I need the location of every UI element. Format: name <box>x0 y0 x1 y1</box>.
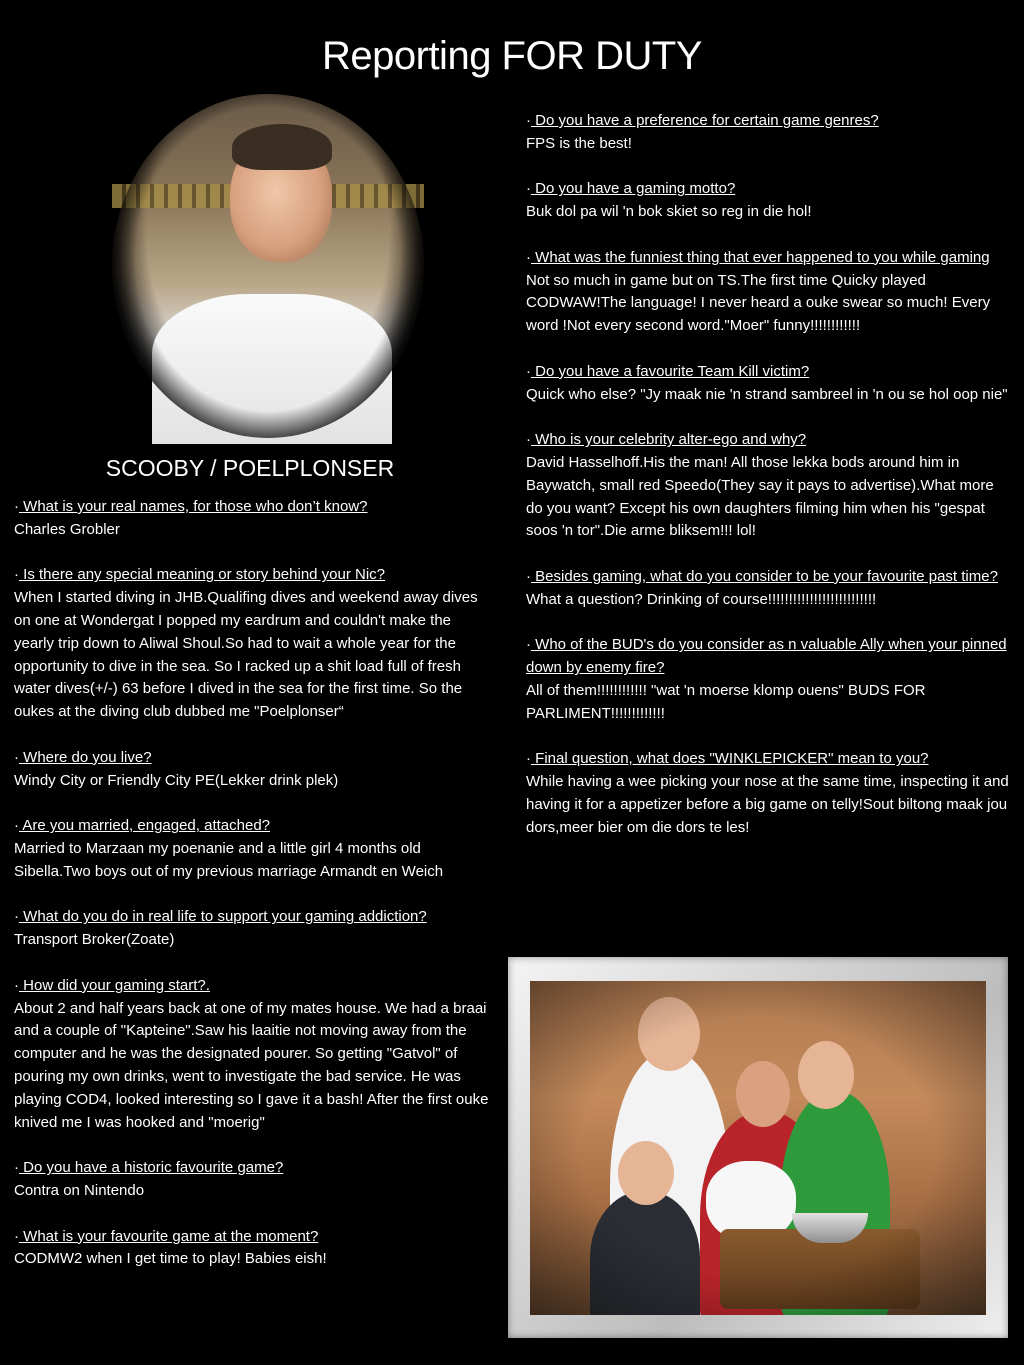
bullet: · <box>526 180 531 198</box>
bullet: · <box>14 566 19 584</box>
bullet: · <box>526 431 531 449</box>
photo-vignette <box>530 981 986 1315</box>
question: Are you married, engaged, attached? <box>19 817 271 835</box>
answer: Contra on Nintendo <box>14 1181 145 1199</box>
question: What do you do in real life to support your gaming addiction? <box>19 908 427 926</box>
bullet: · <box>526 636 531 654</box>
bullet: · <box>14 1227 19 1245</box>
bullet: · <box>526 750 531 768</box>
qa-item <box>14 1226 492 1272</box>
member-name: SCOOBY / POELPLONSER <box>105 455 395 481</box>
qa-item <box>526 748 1012 839</box>
question: Who is your celebrity alter-ego and why? <box>531 431 807 449</box>
qa-item <box>526 361 1012 407</box>
qa-item <box>14 747 492 793</box>
bullet: · <box>526 112 531 129</box>
bullet: · <box>14 976 19 994</box>
answer: Charles Grobler <box>14 520 120 538</box>
answer: What a question? Drinking of course!!!!!!!!!!!!!!!!!!!!!!!!!! <box>526 590 877 608</box>
answer: Windy City or Friendly City PE(Lekker drink plek) <box>14 771 339 789</box>
question: Where do you live? <box>19 748 152 766</box>
qa-item <box>14 1157 492 1203</box>
bullet: · <box>14 1159 19 1177</box>
bullet: · <box>14 748 19 766</box>
answer: About 2 and half years back at one of my mates house. We had a braai and a couple of "Kapteine".Saw his laaitie not moving away from the computer and he was the designated pourer. So getting "Gatvol" of pouring my own drinks, went to investigate the bad service. He was playing COD4, looked interesting so I gave it a bash! After the first ouke knived me I was hooked and "moerig" <box>14 999 489 1131</box>
answer: CODMW2 when I get time to play! Babies eish! <box>14 1250 327 1268</box>
question: Do you have a favourite Team Kill victim? <box>531 362 810 380</box>
answer: While having a wee picking your nose at the same time, inspecting it and having it for a appetizer before a big game on telly!Sout biltong maak jou dors,meer bier om die dors te les! <box>526 773 1009 836</box>
qa-item <box>526 634 1012 725</box>
qa-item <box>526 247 1012 338</box>
answer: When I started diving in JHB.Qualifing dives and weekend away dives on one at Wondergat I popped my eardrum and couldn't make the yearly trip down to Aliwal Shoul.So had to wait a whole year for the opportunity to dive in the sea. So I racked up a shit load full of fresh water dives(+/-) 63 before I dived in the sea for the first time. So the oukes at the diving club dubbed me "Poelplonser“ <box>14 589 478 721</box>
qa-item <box>526 110 1012 156</box>
qa-item <box>526 566 1012 612</box>
question: What was the funniest thing that ever happened to you while gaming <box>531 248 990 266</box>
answer: Married to Marzaan my poenanie and a little girl 4 months old Sibella.Two boys out of my previous marriage Armandt en Weich <box>14 839 444 880</box>
answer: FPS is the best! <box>526 134 632 152</box>
question: Final question, what does "WINKLEPICKER" mean to you? <box>531 750 929 768</box>
bullet: · <box>526 248 531 266</box>
right-qa-column <box>526 110 1012 862</box>
left-qa-column <box>14 496 492 1294</box>
family-photo <box>530 981 986 1315</box>
bullet: · <box>526 567 531 585</box>
portrait-vignette <box>112 94 424 438</box>
answer: David Hasselhoff.His the man! All those lekka bods around him in Baywatch, small red Speedo(They say it pays to advertise).What more do you want? Except his own daughters filming him when his "gespat soos 'n tor".Die arme bliksem!!! lol! <box>526 453 994 540</box>
qa-item <box>526 429 1012 543</box>
question: Besides gaming, what do you consider to be your favourite past time? <box>531 567 998 585</box>
qa-item <box>14 815 492 883</box>
bullet: · <box>14 498 19 515</box>
question: Do you have a preference for certain game genres? <box>531 112 879 129</box>
answer: Transport Broker(Zoate) <box>14 931 175 949</box>
page-title: Reporting FOR DUTY <box>322 34 702 78</box>
answer: Quick who else? "Jy maak nie 'n strand sambreel in 'n ou se hol oop nie" <box>526 385 1008 403</box>
qa-item <box>14 975 492 1135</box>
qa-item <box>14 496 492 542</box>
answer: Not so much in game but on TS.The first time Quicky played CODWAW!The language! I never heard a ouke swear so much! Every word !Not every second word."Moer" funny!!!!!!!!!!!! <box>526 271 991 335</box>
question: Is there any special meaning or story behind your Nic? <box>19 566 386 584</box>
question: What is your favourite game at the moment? <box>19 1227 319 1245</box>
qa-item <box>526 178 1012 224</box>
bullet: · <box>526 362 531 380</box>
question: How did your gaming start?. <box>19 976 210 994</box>
family-photo-frame <box>508 957 1008 1338</box>
answer: Buk dol pa wil 'n bok skiet so reg in die hol! <box>526 203 812 221</box>
bullet: · <box>14 908 19 926</box>
question: Do you have a gaming motto? <box>531 180 736 198</box>
question: Do you have a historic favourite game? <box>19 1159 284 1177</box>
bullet: · <box>14 817 19 835</box>
qa-item <box>14 906 492 952</box>
qa-item <box>14 564 492 724</box>
profile-portrait-photo <box>112 94 424 438</box>
question: What is your real names, for those who don’t know? <box>19 498 368 515</box>
answer: All of them!!!!!!!!!!!! "wat 'n moerse klomp ouens" BUDS FOR PARLIMENT!!!!!!!!!!!!! <box>526 681 926 722</box>
question: Who of the BUD's do you consider as n valuable Ally when your pinned down by enemy fire? <box>526 636 1007 677</box>
